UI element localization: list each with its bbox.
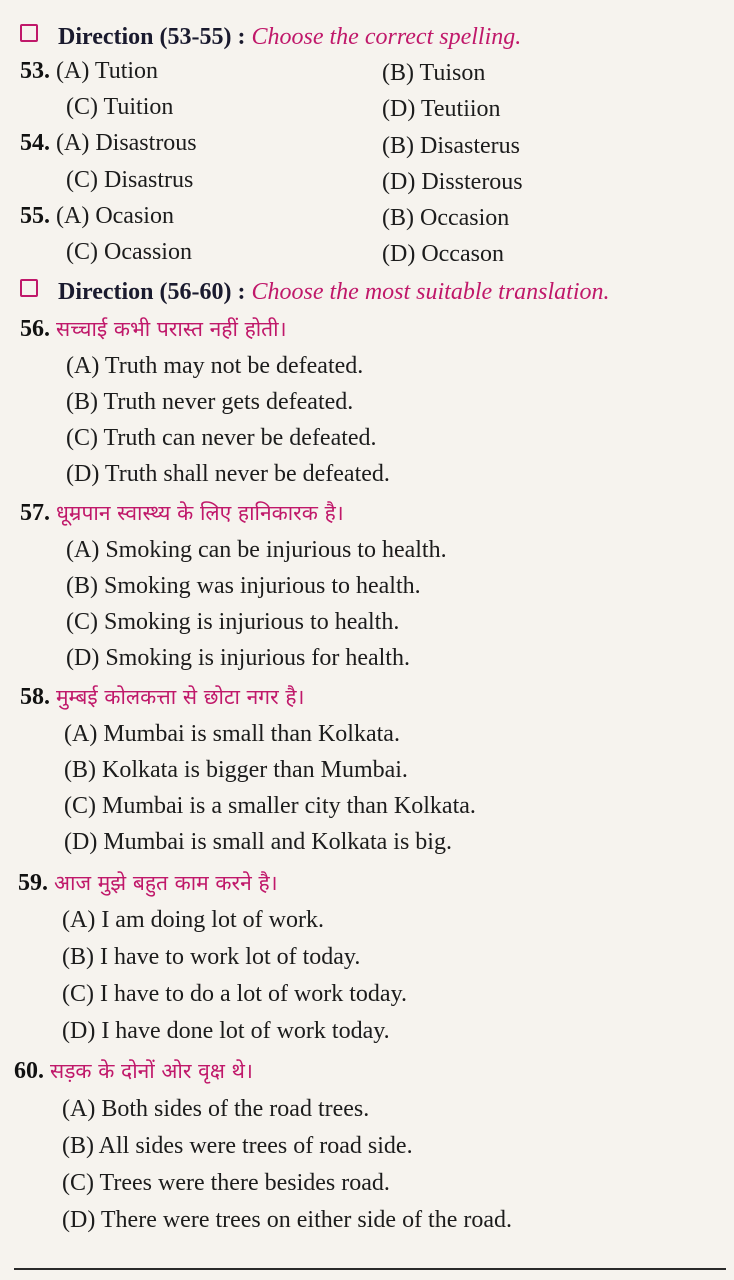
q57-option-b: (B) Smoking was injurious to health.: [66, 573, 421, 599]
q56-option-c: (C) Truth can never be defeated.: [66, 425, 377, 451]
q56-option-d: (D) Truth shall never be defeated.: [66, 461, 390, 487]
q54-option-d: (D) Dissterous: [382, 169, 523, 195]
q59-option-b: (B) I have to work lot of today.: [62, 944, 361, 970]
q53-row1: 53. (A) Tution: [20, 58, 159, 84]
q54-option-b: (B) Disasterus: [382, 133, 520, 159]
q57-option-c: (C) Smoking is injurious to health.: [66, 609, 400, 635]
q55-option-c: (C) Ocassion: [66, 239, 192, 265]
q58-option-b: (B) Kolkata is bigger than Mumbai.: [64, 757, 408, 783]
q54-row1: 54. (A) Disastrous: [20, 130, 197, 156]
q56-option-a: (A) Truth may not be defeated.: [66, 353, 364, 379]
q53-option-d: (D) Teutiion: [382, 96, 501, 122]
q60-option-a: (A) Both sides of the road trees.: [62, 1096, 370, 1122]
q60-option-c: (C) Trees were there besides road.: [62, 1170, 390, 1196]
q56-option-b: (B) Truth never gets defeated.: [66, 389, 354, 415]
q55-option-d: (D) Occason: [382, 241, 504, 267]
q60-option-d: (D) There were trees on either side of the road.: [62, 1207, 513, 1233]
direction-53-55: Direction (53-55) : Choose the correct spelling.: [20, 24, 521, 51]
q58-question: 58. मुम्बई कोलकत्ता से छोटा नगर है।: [20, 684, 305, 710]
q59-option-a: (A) I am doing lot of work.: [62, 907, 324, 933]
q54-option-c: (C) Disastrus: [66, 167, 194, 193]
q58-option-d: (D) Mumbai is small and Kolkata is big.: [64, 829, 452, 855]
q58-option-c: (C) Mumbai is a smaller city than Kolkata.: [64, 793, 476, 819]
q55-option-b: (B) Occasion: [382, 205, 510, 231]
q57-option-a: (A) Smoking can be injurious to health.: [66, 537, 447, 563]
q55-row1: 55. (A) Ocasion: [20, 203, 174, 229]
q60-option-b: (B) All sides were trees of road side.: [62, 1133, 413, 1159]
q57-question: 57. धूम्रपान स्वास्थ्य के लिए हानिकारक है।: [20, 500, 344, 526]
q59-question: 59. आज मुझे बहुत काम करने है।: [18, 870, 278, 896]
q57-option-d: (D) Smoking is injurious for health.: [66, 645, 410, 671]
q60-question: 60. सड़क के दोनों ओर वृक्ष थे।: [14, 1058, 253, 1084]
checkbox-icon: [20, 24, 38, 42]
checkbox-icon: [20, 279, 38, 297]
q59-option-d: (D) I have done lot of work today.: [62, 1018, 390, 1044]
q59-option-c: (C) I have to do a lot of work today.: [62, 981, 408, 1007]
q58-option-a: (A) Mumbai is small than Kolkata.: [64, 721, 400, 747]
q56-question: 56. सच्चाई कभी परास्त नहीं होती।: [20, 316, 287, 342]
direction-56-60: Direction (56-60) : Choose the most suitable translation.: [20, 279, 610, 306]
q53-option-b: (B) Tuison: [382, 60, 486, 86]
q53-option-c: (C) Tuition: [66, 94, 174, 120]
bottom-rule: [14, 1268, 726, 1270]
